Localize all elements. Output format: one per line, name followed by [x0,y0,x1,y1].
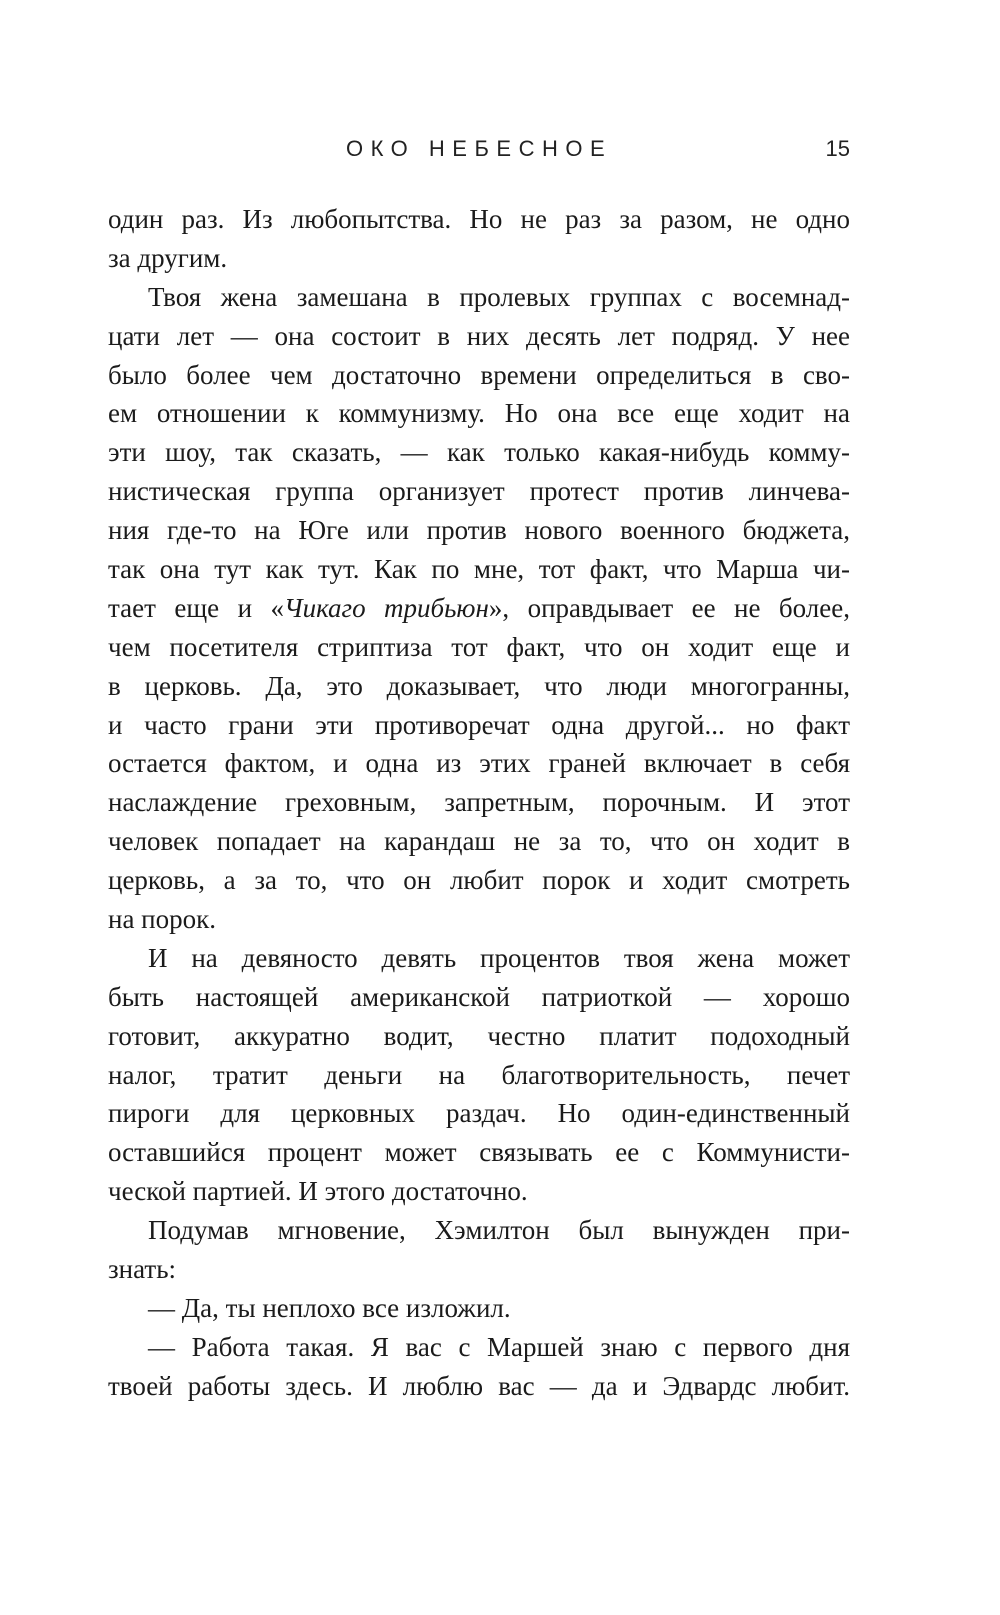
paragraph-first-line: И на девяносто девять процентов твоя жена может [148,942,850,973]
text-line-with-italic [108,589,850,628]
text-line: наслаждение греховным, запретным, порочным. И этот [108,787,850,818]
text-line: за другим. [108,242,228,273]
text-line: цати лет — она состоит в них десять лет подряд. У нее [108,320,850,351]
text-line: остается фактом, и одна из этих граней включает в себя [108,748,850,779]
text-line: в церковь. Да, это доказывает, что люди многогранны, [108,670,850,701]
text-line: ческой партией. И этого достаточно. [108,1176,528,1207]
text-line: было более чем достаточно времени определиться в сво- [108,359,850,390]
text-line: чем посетителя стриптиза тот факт, что он ходит еще и [108,631,850,662]
text-line: ния где-то на Юге или против нового военного бюджета, [108,515,850,546]
paragraph-first-line: Подумав мгновение, Хэмилтон был вынужден при- [148,1215,850,1246]
text-line: знать: [108,1254,177,1285]
page-header [108,136,850,176]
text-line: один раз. Из любопытства. Но не раз за разом, не одно [108,204,850,234]
text-line: пироги для церковных раздач. Но один-единственный [108,1098,850,1129]
text-line: налог, тратит деньги на благотворительность, печет [108,1059,850,1090]
text-line: оставшийся процент может связывать ее с Коммунисти- [108,1137,850,1168]
running-head: ОКО НЕБЕСНОЕ [346,136,613,161]
text-line: нистическая группа организует протест против линчева- [108,476,850,507]
text-line: эти шоу, так сказать, — как только какая-нибудь комму- [108,437,850,468]
page-number: 15 [825,136,850,161]
text-line: ем отношении к коммунизму. Но она все еще ходит на [108,398,850,429]
text-line: так она тут как тут. Как по мне, тот факт, что Марша чи- [108,554,850,585]
text-segment: », оправдывает ее не более, [488,592,850,623]
text-line: человек попадает на карандаш не за то, что он ходит в [108,826,850,857]
newspaper-title-italic: Чикаго трибьюн [284,592,489,623]
text-line: твоей работы здесь. И люблю вас — да и Эдвардс любит. [108,1370,850,1401]
text-line: церковь, а за то, что он любит порок и ходит смотреть [108,865,850,896]
text-line: готовит, аккуратно водит, честно платит подоходный [108,1020,850,1051]
dialogue-line: — Работа такая. Я вас с Маршей знаю с первого дня [148,1331,850,1362]
text-line: и часто грани эти противоречат одна другой... но факт [108,709,850,740]
dialogue-line: — Да, ты неплохо все изложил. [148,1292,511,1323]
text-segment: тает еще и « [108,592,284,623]
text-line: на порок. [108,904,216,935]
body-text [108,200,850,1406]
paragraph-first-line: Твоя жена замешана в пролевых группах с восемнад- [148,281,850,312]
text-line: быть настоящей американской патриоткой — хорошо [108,981,850,1012]
